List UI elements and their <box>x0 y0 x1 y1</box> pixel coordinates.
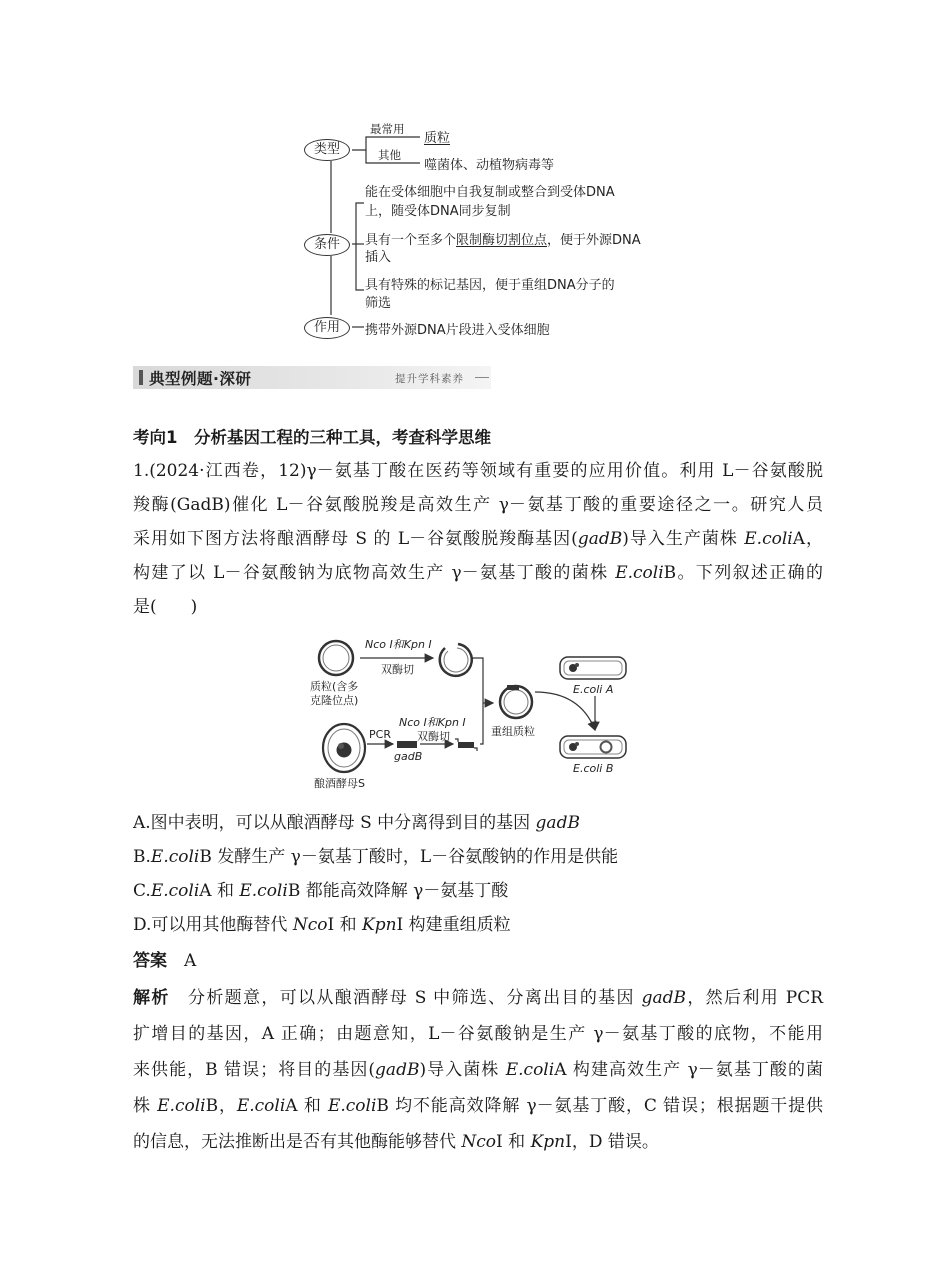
condition-2-post: ，便于外源DNA <box>547 233 641 248</box>
analysis-4-m1: B， <box>205 1096 237 1116</box>
question-line-5: 是( ) <box>133 597 198 617</box>
ecoli-b-text: E.coli B <box>573 762 614 775</box>
option-d-mid: Ⅰ 和 <box>327 915 363 935</box>
gene-name: gadB <box>577 529 623 549</box>
gene-name: gadB <box>535 813 580 833</box>
section-title: 典型例题·深研 <box>149 370 252 388</box>
type-best-value: 质粒 <box>424 131 451 146</box>
mindmap-node-type: 类型 <box>304 139 350 161</box>
analysis-label: 解析 <box>133 988 170 1008</box>
gene-label-text: gadB <box>394 750 423 763</box>
q3-post: A， <box>792 529 823 549</box>
option-b-prefix: B. <box>133 847 151 867</box>
pcr-label: PCR <box>369 728 391 741</box>
option-c-mid: A 和 <box>199 881 240 901</box>
cut-label-top: 双酶切 <box>381 663 414 676</box>
analysis-line-2: 扩增目的基因，A 正确；由题意知，L－谷氨酸钠是生产 γ－氨基丁酸的底物，不能用 <box>133 1024 823 1044</box>
answer-label: 答案 <box>133 951 167 971</box>
enzyme-label-top <box>365 636 432 652</box>
option-b <box>133 840 823 874</box>
section-bar-marker <box>139 370 143 385</box>
plasmid-label-2: 克隆位点) <box>310 694 359 707</box>
restriction-site-term: 限制酶切割位点 <box>456 233 548 248</box>
species-name: E.coli <box>150 881 200 901</box>
question-line-3 <box>133 522 823 556</box>
option-d-text: D.可以用其他酶替代 <box>133 915 293 935</box>
cut-label-bottom: 双酶切 <box>417 730 450 743</box>
analysis-5-mid: Ⅰ 和 <box>496 1132 531 1152</box>
condition-1-line-1: 能在受体细胞中自我复制或整合到受体DNA <box>365 185 615 200</box>
enzyme-top-text: Nco Ⅰ和Kpn Ⅰ <box>365 638 432 651</box>
analysis-line-1 <box>133 981 823 1015</box>
species-name: E.coli <box>157 1096 206 1116</box>
plasmid-icon <box>319 641 353 675</box>
analysis-line-4 <box>133 1089 823 1123</box>
option-d-post: Ⅰ 构建重组质粒 <box>396 915 511 935</box>
enzyme-name: Kpn <box>530 1132 566 1152</box>
condition-3-line-2: 筛选 <box>365 296 392 311</box>
q3-mid: )导入生产菌株 <box>622 529 745 549</box>
section-header-bar <box>133 366 491 389</box>
question-line-4 <box>133 556 823 590</box>
question-line-1: 1.(2024·江西卷，12)γ－氨基丁酸在医药等领域有重要的应用价值。利用 L－谷氨酸脱 <box>133 461 823 481</box>
section-subtitle-rule <box>475 377 489 378</box>
species-name: E.coli <box>150 847 200 867</box>
analysis-line-5 <box>133 1125 823 1159</box>
analysis-3-pre: 来供能，B 错误；将目的基因( <box>133 1060 376 1080</box>
gadb-fragment-icon <box>397 741 417 748</box>
cut-plasmid-icon <box>440 644 472 676</box>
q4-pre: 构建了以 L－谷氨酸钠为底物高效生产 γ－氨基丁酸的菌株 <box>133 563 616 583</box>
enzyme-name: Nco <box>292 915 328 935</box>
condition-2-pre: 具有一个至多个 <box>365 233 457 248</box>
enzyme-name: Kpn <box>362 915 397 935</box>
condition-1-line-2: 上，随受体DNA同步复制 <box>365 204 511 219</box>
plasmid-label-1: 质粒(含多 <box>310 680 359 693</box>
analysis-4-post: B 均不能高效降解 γ－氨基丁酸，C 错误；根据题干提供 <box>376 1096 824 1116</box>
option-a-text: A.图中表明，可以从酿酒酵母 S 中分离得到目的基因 <box>133 813 536 833</box>
condition-3-line-1: 具有特殊的标记基因，便于重组DNA分子的 <box>365 278 615 293</box>
species-name: E.coli <box>239 881 288 901</box>
recombinant-label: 重组质粒 <box>491 725 535 738</box>
type-other-value: 噬菌体、动植物病毒等 <box>424 158 555 173</box>
option-c-text: B 都能高效降解 γ－氨基丁酸 <box>287 881 509 901</box>
option-c-prefix: C. <box>133 881 151 901</box>
recombinant-plasmid-icon <box>500 686 532 718</box>
analysis-5-pre: 的信息，无法推断出是否有其他酶能够替代 <box>133 1132 462 1152</box>
option-a <box>133 806 823 840</box>
species-name: E.coli <box>615 563 664 583</box>
q3-pre: 采用如下图方法将酿酒酵母 S 的 L－谷氨酸脱羧酶基因( <box>133 529 578 549</box>
species-name: E.coli <box>505 1060 555 1080</box>
gene-label <box>394 750 422 763</box>
mindmap-node-function: 作用 <box>304 317 350 339</box>
cut-gadb-icon <box>458 742 474 748</box>
ecoli-a-label <box>573 683 613 696</box>
enzyme-name: Nco <box>461 1132 497 1152</box>
analysis-4-pre: 株 <box>133 1096 158 1116</box>
type-other-label: 其他 <box>378 148 401 162</box>
q4-post: B。下列叙述正确的 <box>663 563 823 583</box>
mindmap-node-condition: 条件 <box>304 234 350 256</box>
condition-2-line-1 <box>365 229 641 248</box>
type-best-label: 最常用 <box>370 122 405 136</box>
gene-engineering-diagram <box>305 630 645 790</box>
gene-name: gadB <box>641 988 687 1008</box>
species-name: E.coli <box>744 529 793 549</box>
analysis-4-m2: A 和 <box>285 1096 328 1116</box>
analysis-line-3 <box>133 1053 823 1087</box>
yeast-label: 酿酒酵母S <box>314 777 365 790</box>
option-d <box>133 908 823 942</box>
analysis-5-post: Ⅰ，D 错误。 <box>565 1132 659 1152</box>
condition-2-line-2: 插入 <box>365 250 392 265</box>
ecoli-a-text: E.coli A <box>573 683 614 696</box>
ecoli-b-label <box>573 762 613 775</box>
option-c <box>133 874 823 908</box>
species-name: E.coli <box>236 1096 286 1116</box>
section-subtitle: 提升学科素养 <box>395 373 464 385</box>
analysis-1-pre: 分析题意，可以从酿酒酵母 S 中筛选、分离出目的基因 <box>188 988 642 1008</box>
species-name: E.coli <box>327 1096 377 1116</box>
gene-name: gadB <box>375 1060 420 1080</box>
analysis-3-post: A 构建高效生产 γ－氨基丁酸的菌 <box>554 1060 823 1080</box>
analysis-1-post: ，然后利用 PCR <box>686 988 824 1008</box>
function-value: 携带外源DNA片段进入受体细胞 <box>365 323 550 338</box>
option-b-text: B 发酵生产 γ－氨基丁酸时，L－谷氨酸钠的作用是供能 <box>199 847 619 867</box>
kaoxiang-heading: 考向1 分析基因工程的三种工具，考查科学思维 <box>133 428 491 447</box>
analysis-3-mid: )导入菌株 <box>419 1060 506 1080</box>
answer-value: A <box>184 951 197 971</box>
question-line-2: 羧酶(GadB)催化 L－谷氨酸脱羧是高效生产 γ－氨基丁酸的重要途径之一。研究人员 <box>133 495 823 515</box>
enzyme-bottom-text: Nco Ⅰ和Kpn Ⅰ <box>399 716 466 729</box>
answer-line <box>133 944 823 978</box>
